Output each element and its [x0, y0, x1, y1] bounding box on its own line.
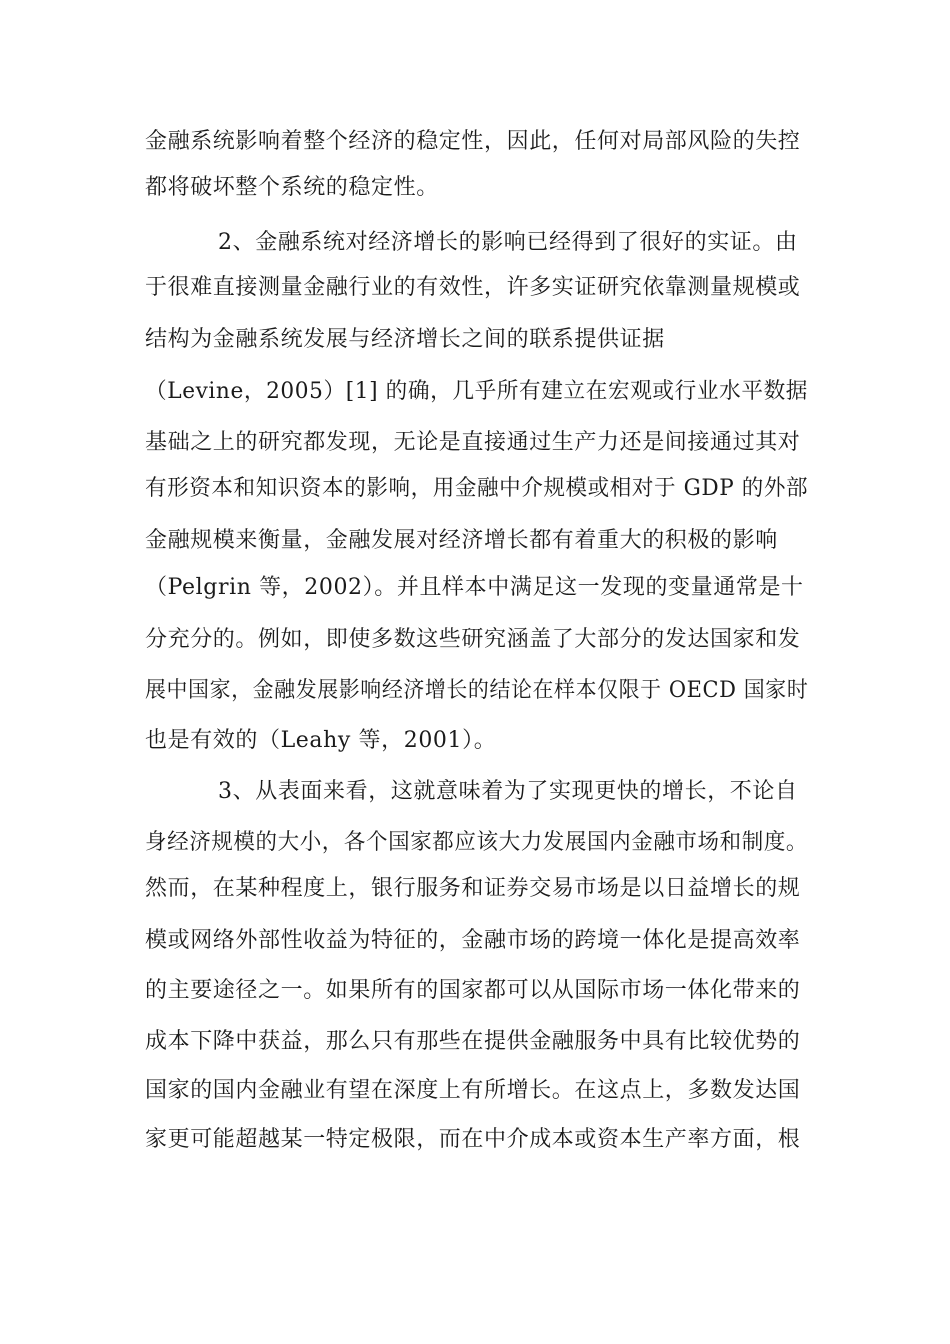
text-line: （Pelgrin 等，2002）。并且样本中满足这一发现的变量通常是十: [145, 575, 804, 600]
text-line: 成本下降中获益，那么只有那些在提供金融服务中具有比较优势的: [145, 1029, 801, 1054]
text-line: 金融规模来衡量，金融发展对经济增长都有着重大的积极的影响: [145, 528, 778, 553]
text-line: 于很难直接测量金融行业的有效性，许多实证研究依靠测量规模或: [145, 275, 801, 300]
text-line: 模或网络外部性收益为特征的，金融市场的跨境一体化是提高效率: [145, 928, 801, 953]
text-line: 结构为金融系统发展与经济增长之间的联系提供证据: [145, 327, 665, 352]
text-line: 金融系统影响着整个经济的稳定性，因此，任何对局部风险的失控: [145, 129, 801, 154]
text-line: 也是有效的（Leahy 等，2001）。: [145, 728, 497, 753]
text-line: 有形资本和知识资本的影响，用金融中介规模或相对于 GDP 的外部: [145, 476, 809, 501]
text-line: 身经济规模的大小，各个国家都应该大力发展国内金融市场和制度。: [145, 830, 809, 855]
text-line-paragraph-2-start: 2、金融系统对经济增长的影响已经得到了很好的实证。由: [218, 230, 798, 255]
text-line: 然而，在某种程度上，银行服务和证券交易市场是以日益增长的规: [145, 876, 801, 901]
text-line-paragraph-3-start: 3、从表面来看，这就意味着为了实现更快的增长，不论自: [218, 779, 798, 804]
text-line: 分充分的。例如，即使多数这些研究涵盖了大部分的发达国家和发: [145, 627, 801, 652]
text-line: 的主要途径之一。如果所有的国家都可以从国际市场一体化带来的: [145, 978, 801, 1003]
text-line: 展中国家，金融发展影响经济增长的结论在样本仅限于 OECD 国家时: [145, 678, 809, 703]
text-line: 家更可能超越某一特定极限，而在中介成本或资本生产率方面，根: [145, 1127, 801, 1152]
text-line: 都将破坏整个系统的稳定性。: [145, 175, 439, 200]
text-line: （Levine，2005）[1] 的确，几乎所有建立在宏观或行业水平数据: [145, 379, 809, 404]
text-line: 国家的国内金融业有望在深度上有所增长。在这点上，多数发达国: [145, 1078, 801, 1103]
text-line: 基础之上的研究都发现，无论是直接通过生产力还是间接通过其对: [145, 430, 801, 455]
